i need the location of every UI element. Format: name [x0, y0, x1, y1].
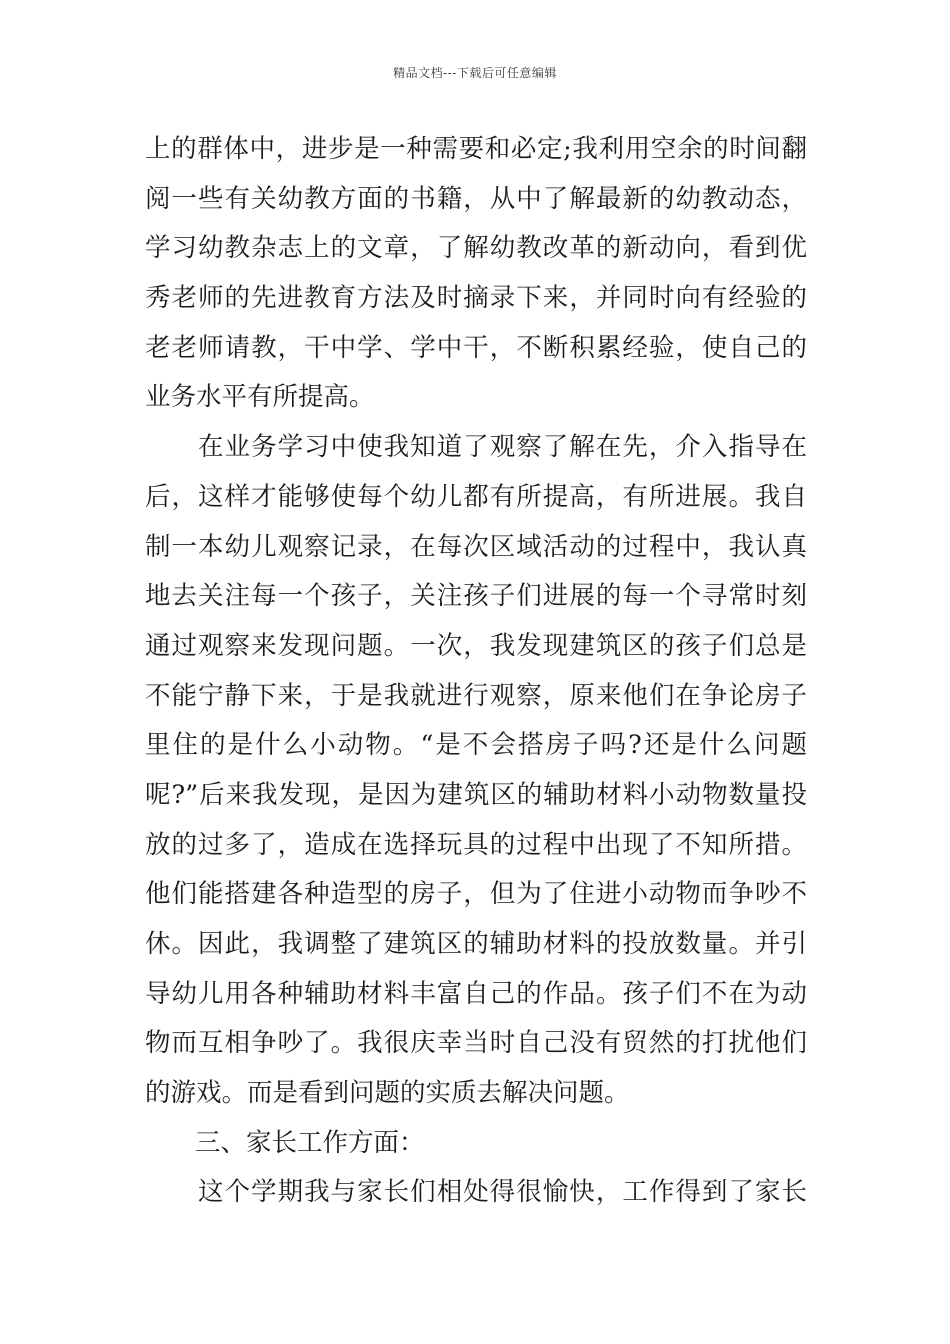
section-heading: 三、家长工作方面：: [195, 1127, 425, 1158]
document-body: [145, 125, 807, 1218]
text-line: 放的过多了，造成在选择玩具的过程中出现了不知所措。: [145, 829, 807, 860]
text-line: 里住的是什么小动物。“是不会搭房子吗?还是什么问题: [145, 730, 807, 761]
text-line: 导幼儿用各种辅助材料丰富自己的作品。孩子们不在为动: [145, 978, 807, 1009]
text-line: 地去关注每一个孩子，关注孩子们进展的每一个寻常时刻: [145, 581, 807, 612]
text-line: 通过观察来发现问题。一次，我发现建筑区的孩子们总是: [145, 630, 807, 661]
text-line: 秀老师的先进教育方法及时摘录下来，并同时向有经验的: [145, 283, 807, 314]
text-line: 学习幼教杂志上的文章，了解幼教改革的新动向，看到优: [145, 233, 807, 264]
paragraph-start-line: 在业务学习中使我知道了观察了解在先，介入指导在: [198, 432, 807, 463]
text-line: 阅一些有关幼教方面的书籍，从中了解最新的幼教动态，: [145, 183, 807, 214]
text-line: 的游戏。而是看到问题的实质去解决问题。: [145, 1078, 630, 1109]
text-line: 老老师请教，干中学、学中干，不断积累经验，使自己的: [145, 332, 807, 363]
page-header: 精品文档---下载后可任意编辑: [393, 66, 557, 80]
text-line: 物而互相争吵了。我很庆幸当时自己没有贸然的打扰他们: [145, 1028, 807, 1059]
text-line: 后，这样才能够使每个幼儿都有所提高，有所进展。我自: [145, 481, 807, 512]
text-line: 业务水平有所提高。: [145, 382, 375, 413]
text-line: 不能宁静下来，于是我就进行观察，原来他们在争论房子: [145, 680, 807, 711]
text-line: 制一本幼儿观察记录，在每次区域活动的过程中，我认真: [145, 531, 807, 562]
text-line: 休。因此，我调整了建筑区的辅助材料的投放数量。并引: [145, 929, 807, 959]
text-line: 上的群体中，进步是一种需要和必定;我利用空余的时间翻: [145, 134, 807, 164]
paragraph-start-line: 这个学期我与家长们相处得很愉快，工作得到了家长: [198, 1177, 807, 1208]
text-line: 他们能搭建各种造型的房子，但为了住进小动物而争吵不: [145, 879, 807, 910]
text-line: 呢?”后来我发现，是因为建筑区的辅助材料小动物数量投: [145, 779, 807, 810]
